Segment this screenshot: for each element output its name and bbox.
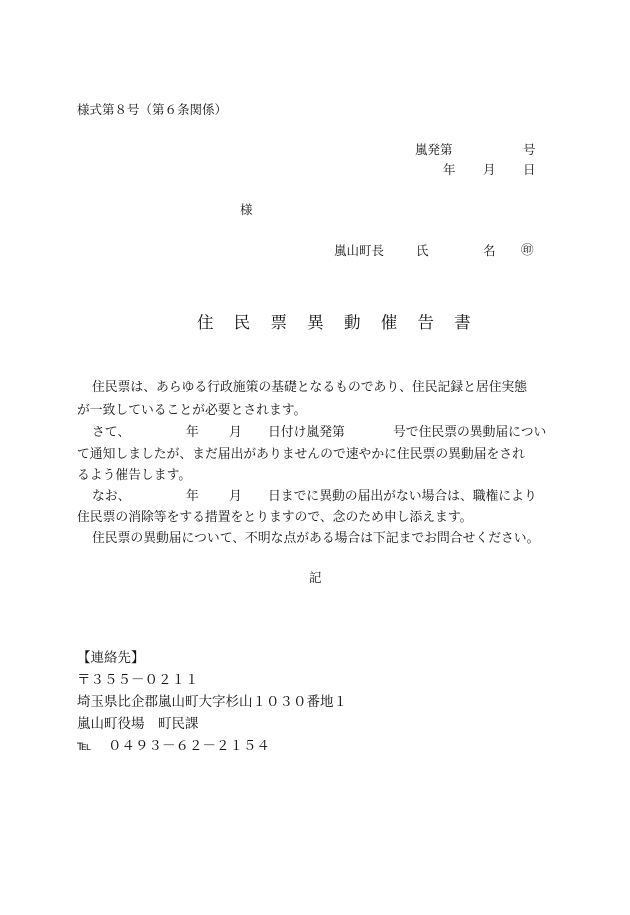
title-char: 催	[380, 313, 398, 332]
title-char: 告	[417, 313, 434, 332]
body-line-segment: 月	[229, 425, 242, 440]
date-day-label: 日	[523, 162, 536, 177]
body-line-segment: 日付け嵐発第	[268, 425, 345, 440]
contact-tel-label: ℡	[77, 738, 92, 754]
body-line: て通知しましたが、まだ届出がありませんので速やかに住民票の異動届をされ	[77, 447, 525, 462]
date-month-label: 月	[483, 162, 496, 177]
seal-mark: ㊞	[521, 242, 534, 257]
title-char: 票	[270, 313, 287, 332]
body-line-segment: さて、	[92, 425, 131, 440]
body-line-segment: 号で住民票の異動届につい	[393, 425, 547, 440]
contact-address: 埼玉県比企郡嵐山町大字杉山１０３０番地１	[77, 694, 347, 710]
contact-tel-number: ０４９３－６２－２１５４	[108, 738, 270, 754]
ki-marker: 記	[309, 570, 322, 585]
body-line-segment: 年	[186, 489, 199, 504]
body-line: 住民票の消除等をする措置をとりますので、念のため申し添えます。	[77, 510, 473, 525]
body-line: 住民票は、あらゆる行政施策の基礎となるものであり、住民記録と居住実態	[92, 380, 528, 395]
addressee-honorific: 様	[240, 202, 253, 217]
issue-number-prefix: 嵐発第	[415, 142, 453, 157]
sender-name-label-mei: 名	[483, 243, 496, 258]
contact-heading: 【連絡先】	[77, 650, 145, 666]
title-char: 住	[197, 313, 214, 332]
body-line-segment: 日までに異動の届出がない場合は、職権により	[268, 489, 537, 504]
date-year-label: 年	[443, 162, 456, 177]
title-char: 異	[307, 313, 324, 332]
body-line: が一致していることが必要とされます。	[77, 403, 307, 418]
form-number: 様式第８号（第６条関係）	[77, 102, 228, 117]
title-char: 書	[454, 313, 471, 332]
document-title	[197, 315, 471, 332]
title-char: 民	[233, 313, 251, 332]
body-line: 住民票の異動届について、不明な点がある場合は下記までお問合せください。	[92, 531, 540, 546]
contact-postal-code: 〒３５５－０２１１	[77, 672, 199, 688]
sender-title: 嵐山町長	[334, 243, 385, 258]
body-line-segment: 年	[186, 425, 199, 440]
body-line-segment: 月	[229, 489, 242, 504]
title-char: 動	[344, 313, 361, 332]
sender-name-label-shi: 氏	[416, 243, 429, 258]
contact-office: 嵐山町役場 町民課	[77, 716, 199, 732]
body-line-segment: なお、	[92, 489, 131, 504]
issue-number-suffix: 号	[523, 142, 536, 157]
body-line: るよう催告します。	[77, 468, 192, 483]
